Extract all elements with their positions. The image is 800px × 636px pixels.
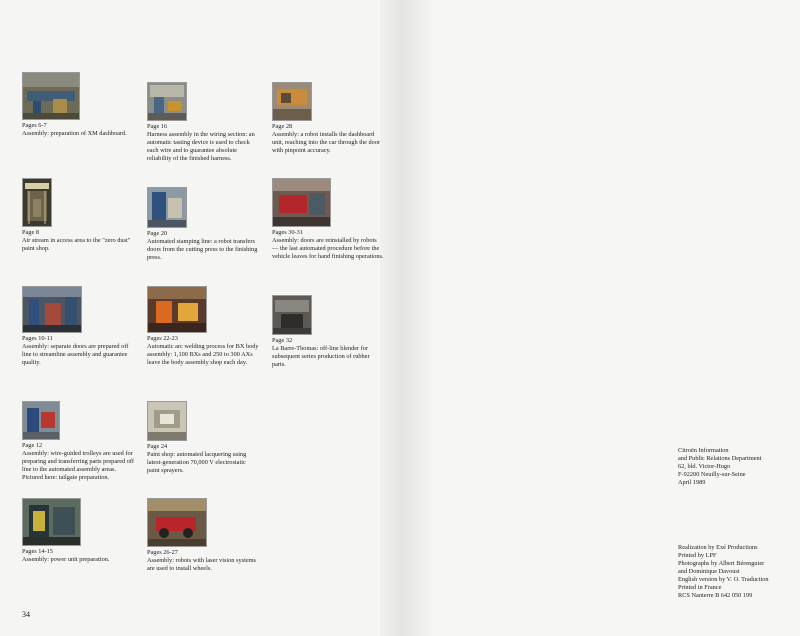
photo-caption: Assembly: robots with laser vision systems are used to install wheels. (147, 556, 256, 572)
right-page (432, 0, 800, 636)
page-reference: Pages 26-27 (147, 549, 178, 556)
photo-thumbnail (22, 401, 60, 440)
page-reference: Pages 6-7 (22, 122, 47, 129)
production-credits (678, 544, 800, 600)
credit-line: Printed by LPF (678, 552, 717, 559)
photo-thumbnail (22, 178, 52, 227)
credit-line: English version by V. O. Traduction (678, 576, 769, 583)
page-reference: Page 20 (147, 230, 168, 237)
caption-entry (147, 82, 259, 163)
caption-entry (272, 295, 384, 369)
credit-line: and Dominique Davoust (678, 568, 740, 575)
photo-caption: Assembly: doors are reinstalled by robots — the last automated procedure before the vehicle leaves for hand finishing operations. (272, 236, 384, 260)
photo-thumbnail (147, 187, 187, 228)
credit-line: RCS Nanterre B 642 050 199 (678, 592, 753, 599)
photo-caption: Assembly: separate doors are prepared off line to streamline assembly and guarantee quality. (22, 342, 129, 366)
caption-entry (147, 286, 259, 367)
caption-entry (22, 401, 134, 482)
caption-entry (147, 187, 259, 262)
caption-entry (147, 498, 259, 573)
photo-thumbnail (272, 82, 312, 121)
photo-thumbnail (22, 286, 82, 333)
caption-entry (22, 72, 134, 138)
photo-thumbnail (272, 178, 331, 227)
page-reference: Page 28 (272, 123, 293, 130)
photo-caption: Automatic arc welding process for BX body assembly: 1,100 BXs and 250 to 300 AXs leave the body assembly shop each day. (147, 342, 259, 366)
photo-caption: Paint shop: automated lacquering using latest-generation 70,000 V electrostatic paint sprayers. (147, 450, 247, 474)
photo-thumbnail (147, 286, 207, 333)
caption-entry (22, 498, 134, 564)
address-line: F-92200 Neuilly-sur-Seine (678, 471, 746, 478)
photo-caption: Harness assembly in the wiring section: an automatic tasting device is used to check each wire and to guarantee absolute reliability of the finished harness. (147, 130, 255, 162)
photo-thumbnail (147, 401, 187, 441)
page-reference: Page 8 (22, 229, 39, 236)
photo-thumbnail (147, 498, 207, 547)
caption-entry (272, 178, 384, 261)
page-reference: Pages 14-15 (22, 548, 53, 555)
photo-caption: Assembly: wire-guided trolleys are used for preparing and transferring parts prepared off line to the automated assembly areas. Pictured here: tailgate preparation. (22, 449, 134, 481)
book-gutter (380, 0, 432, 636)
page-reference: Pages 10-11 (22, 335, 53, 342)
photo-thumbnail (272, 295, 312, 335)
page-reference: Page 12 (22, 442, 43, 449)
photo-caption: La Barre-Thomas: off-line blender for subsequent series production of rubber parts. (272, 344, 370, 368)
page-reference: Pages 30-31 (272, 229, 303, 236)
page-reference: Page 16 (147, 123, 168, 130)
photo-caption: Air stream in access area to the "zero dust" paint shop. (22, 236, 131, 252)
address-line: April 1989 (678, 479, 706, 486)
photo-caption: Automated stamping line: a robot transfers doors from the cutting press to the finishing press. (147, 237, 258, 261)
credit-line: Photographs by Albert Bérenguier (678, 560, 765, 567)
credit-line: Printed in France (678, 584, 722, 591)
page-reference: Pages 22-23 (147, 335, 178, 342)
photo-thumbnail (22, 498, 81, 546)
address-line: 62, bld. Victor-Hugo (678, 463, 731, 470)
photo-caption: Assembly: preparation of XM dashboard. (22, 129, 127, 137)
page-reference: Page 24 (147, 443, 168, 450)
caption-entry (272, 82, 384, 155)
publisher-address (678, 447, 800, 487)
caption-entry (147, 401, 259, 475)
page-reference: Page 32 (272, 337, 293, 344)
photo-caption: Assembly: a robot installs the dashboard unit, reaching into the car through the door with pinpoint accuracy. (272, 130, 381, 154)
address-line: and Public Relations Department (678, 455, 762, 462)
caption-entry (22, 286, 134, 367)
address-line: Citroën Information (678, 447, 729, 454)
caption-entry (22, 178, 134, 253)
credit-line: Realization by Exé Productions (678, 544, 758, 551)
photo-thumbnail (22, 72, 80, 120)
page-number: 34 (22, 610, 30, 619)
photo-caption: Assembly: power unit preparation. (22, 555, 110, 563)
photo-thumbnail (147, 82, 187, 121)
